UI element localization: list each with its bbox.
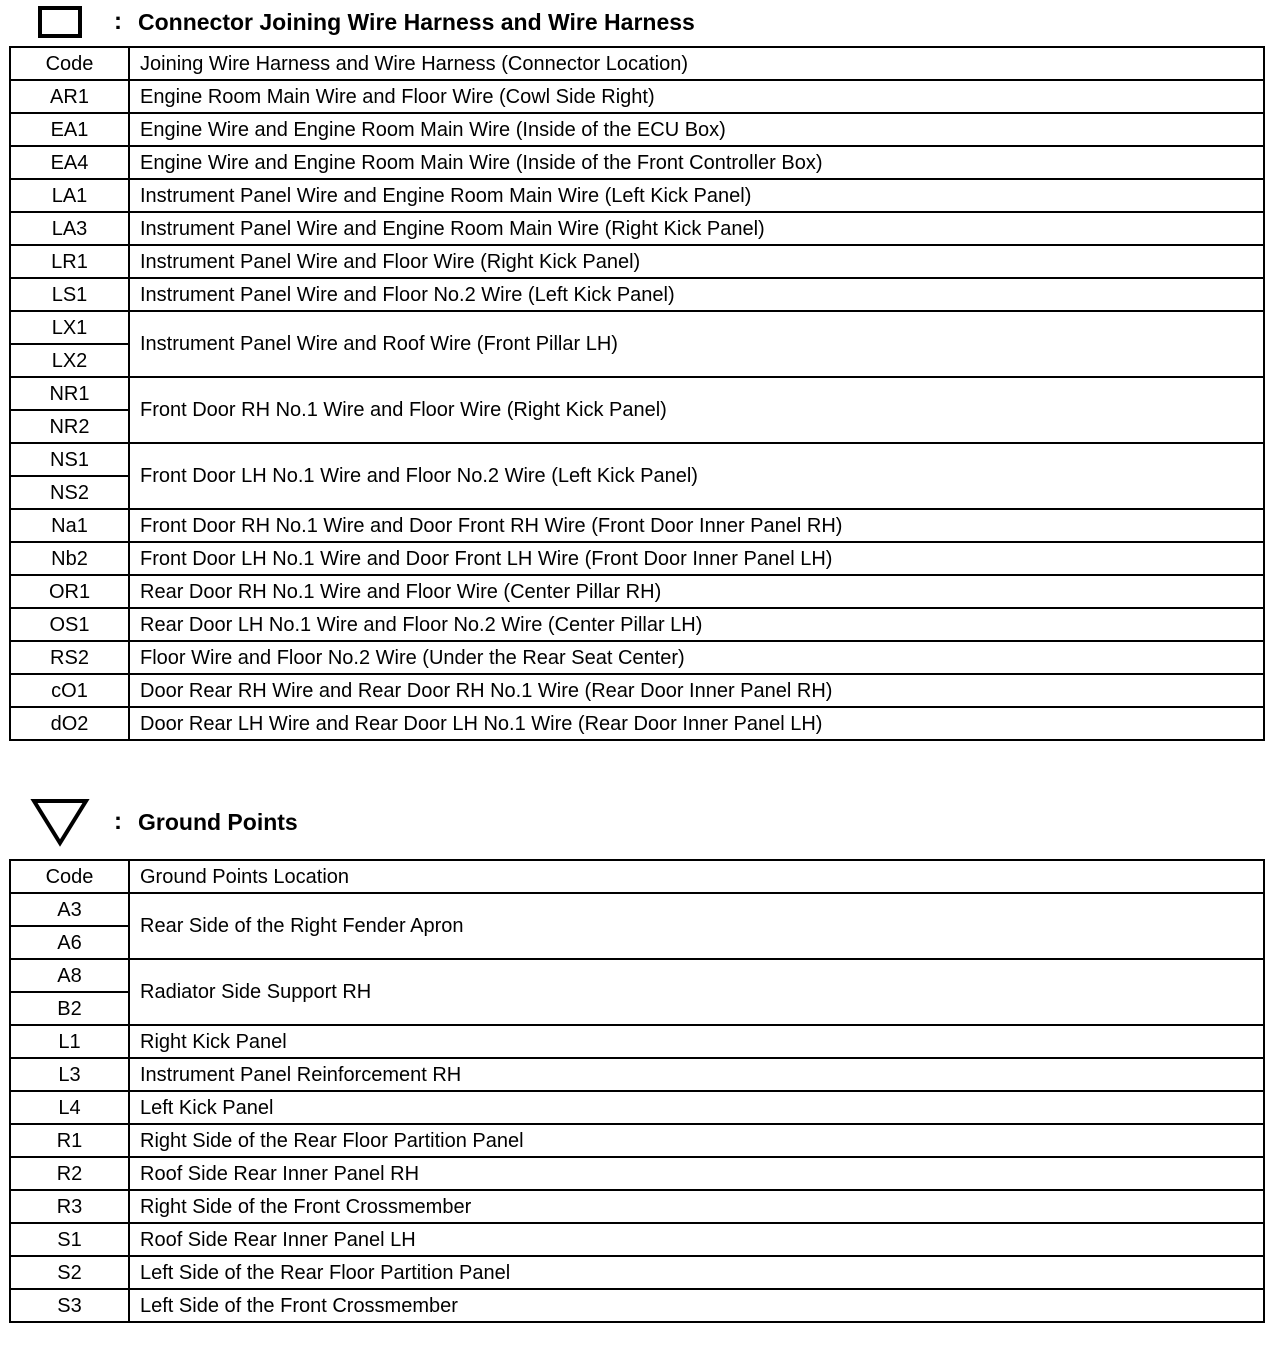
code-cell: LR1 [10,245,129,278]
code-cell: NR1 [10,377,129,410]
location-cell: Front Door LH No.1 Wire and Door Front LH Wire (Front Door Inner Panel LH) [129,542,1264,575]
location-cell: Instrument Panel Wire and Engine Room Main Wire (Left Kick Panel) [129,179,1264,212]
connector-section-title: Connector Joining Wire Harness and Wire Harness [138,8,695,35]
location-cell: Floor Wire and Floor No.2 Wire (Under the Rear Seat Center) [129,641,1264,674]
table-row [10,1190,1264,1223]
location-cell: Rear Side of the Right Fender Apron [129,893,1264,959]
location-cell: Left Kick Panel [129,1091,1264,1124]
table-row [10,1289,1264,1322]
table-row [10,443,1264,476]
code-cell: A3 [10,893,129,926]
location-cell: Right Side of the Front Crossmember [129,1190,1264,1223]
table-row [10,1256,1264,1289]
code-cell: LA1 [10,179,129,212]
table-row [10,509,1264,542]
code-cell: L3 [10,1058,129,1091]
location-cell: Right Side of the Rear Floor Partition Panel [129,1124,1264,1157]
table-row [10,1124,1264,1157]
section-colon: : [114,808,122,835]
location-cell: Front Door RH No.1 Wire and Door Front RH Wire (Front Door Inner Panel RH) [129,509,1264,542]
code-cell: RS2 [10,641,129,674]
table-row [10,575,1264,608]
table-row [10,893,1264,926]
location-column-header: Joining Wire Harness and Wire Harness (Connector Location) [129,47,1264,80]
code-cell: Na1 [10,509,129,542]
code-cell: R1 [10,1124,129,1157]
code-cell: R2 [10,1157,129,1190]
table-row [10,1025,1264,1058]
location-cell: Instrument Panel Wire and Floor Wire (Right Kick Panel) [129,245,1264,278]
triangle-symbol-icon [30,800,90,844]
code-cell: NR2 [10,410,129,443]
code-cell: S1 [10,1223,129,1256]
code-cell: dO2 [10,707,129,740]
table-row [10,80,1264,113]
code-cell: B2 [10,992,129,1025]
code-cell: LA3 [10,212,129,245]
location-cell: Front Door RH No.1 Wire and Floor Wire (Right Kick Panel) [129,377,1264,443]
location-cell: Engine Wire and Engine Room Main Wire (Inside of the Front Controller Box) [129,146,1264,179]
location-cell: Instrument Panel Wire and Roof Wire (Front Pillar LH) [129,311,1264,377]
location-column-header: Ground Points Location [129,860,1264,893]
code-cell: Nb2 [10,542,129,575]
code-cell: LS1 [10,278,129,311]
table-header-row [10,47,1264,80]
table-row [10,641,1264,674]
location-cell: Door Rear LH Wire and Rear Door LH No.1 Wire (Rear Door Inner Panel LH) [129,707,1264,740]
connector-table [9,46,1265,741]
code-cell: LX1 [10,311,129,344]
location-cell: Left Side of the Rear Floor Partition Panel [129,1256,1264,1289]
table-row [10,608,1264,641]
code-cell: OR1 [10,575,129,608]
section-colon: : [114,8,122,35]
code-cell: A6 [10,926,129,959]
table-row [10,1058,1264,1091]
table-row [10,707,1264,740]
code-cell: EA1 [10,113,129,146]
table-row [10,1223,1264,1256]
location-cell: Rear Door LH No.1 Wire and Floor No.2 Wire (Center Pillar LH) [129,608,1264,641]
location-cell: Right Kick Panel [129,1025,1264,1058]
location-cell: Door Rear RH Wire and Rear Door RH No.1 Wire (Rear Door Inner Panel RH) [129,674,1264,707]
code-cell: NS1 [10,443,129,476]
table-row [10,377,1264,410]
location-cell: Instrument Panel Wire and Engine Room Main Wire (Right Kick Panel) [129,212,1264,245]
location-cell: Engine Wire and Engine Room Main Wire (Inside of the ECU Box) [129,113,1264,146]
table-row [10,278,1264,311]
code-cell: NS2 [10,476,129,509]
location-cell: Radiator Side Support RH [129,959,1264,1025]
connector-section-header [30,0,695,44]
code-cell: EA4 [10,146,129,179]
code-cell: cO1 [10,674,129,707]
code-cell: LX2 [10,344,129,377]
table-row [10,212,1264,245]
location-cell: Rear Door RH No.1 Wire and Floor Wire (Center Pillar RH) [129,575,1264,608]
ground-section-title: Ground Points [138,808,298,835]
location-cell: Instrument Panel Reinforcement RH [129,1058,1264,1091]
ground-table [9,859,1265,1323]
code-cell: AR1 [10,80,129,113]
table-row [10,1157,1264,1190]
code-cell: L1 [10,1025,129,1058]
table-row [10,179,1264,212]
location-cell: Engine Room Main Wire and Floor Wire (Cowl Side Right) [129,80,1264,113]
location-cell: Roof Side Rear Inner Panel LH [129,1223,1264,1256]
table-header-row [10,860,1264,893]
table-row [10,245,1264,278]
table-row [10,542,1264,575]
table-row [10,311,1264,344]
table-row [10,674,1264,707]
ground-section-header [30,800,298,844]
square-symbol-icon [30,0,90,44]
code-cell: S3 [10,1289,129,1322]
location-cell: Left Side of the Front Crossmember [129,1289,1264,1322]
code-cell: R3 [10,1190,129,1223]
code-column-header: Code [10,860,129,893]
location-cell: Roof Side Rear Inner Panel RH [129,1157,1264,1190]
table-row [10,146,1264,179]
code-cell: L4 [10,1091,129,1124]
table-row [10,113,1264,146]
table-row [10,1091,1264,1124]
location-cell: Instrument Panel Wire and Floor No.2 Wire (Left Kick Panel) [129,278,1264,311]
location-cell: Front Door LH No.1 Wire and Floor No.2 Wire (Left Kick Panel) [129,443,1264,509]
code-cell: OS1 [10,608,129,641]
code-cell: A8 [10,959,129,992]
table-row [10,959,1264,992]
code-column-header: Code [10,47,129,80]
code-cell: S2 [10,1256,129,1289]
